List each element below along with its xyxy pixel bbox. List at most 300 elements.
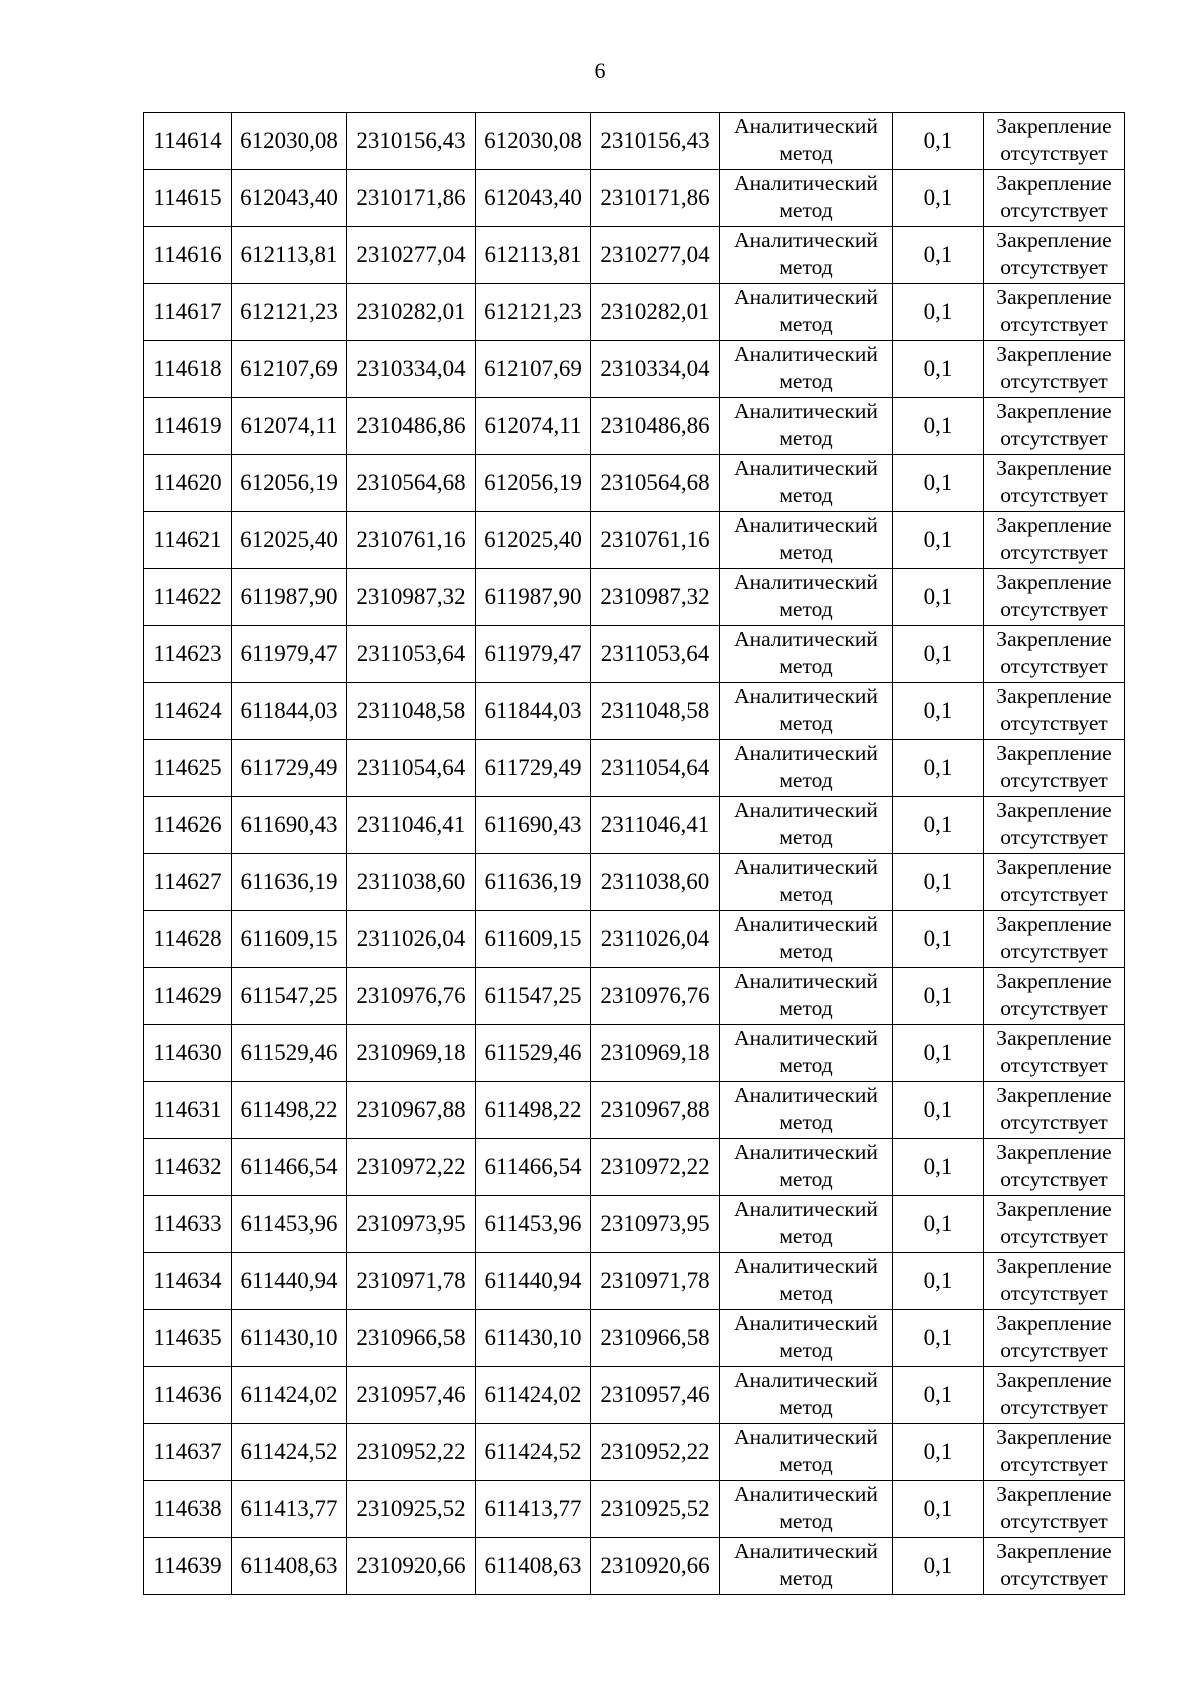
method-cell: [720, 1082, 893, 1139]
fixation-text: Закрепление: [996, 1140, 1112, 1164]
fixation-text: Закрепление: [996, 342, 1112, 366]
x-coordinate-cell: 611636,19: [232, 854, 347, 911]
table-row: [144, 512, 1125, 569]
table-row: [144, 227, 1125, 284]
accuracy-cell: 0,1: [893, 1025, 984, 1082]
method-text: метод: [779, 882, 833, 906]
x-coordinate-cell: 611408,63: [476, 1538, 591, 1595]
y-coordinate-cell: 2310920,66: [347, 1538, 476, 1595]
x-coordinate-cell: 612043,40: [476, 170, 591, 227]
y-coordinate-cell: 2310761,16: [591, 512, 720, 569]
point-number-cell: 114635: [144, 1310, 232, 1367]
point-number-cell: 114622: [144, 569, 232, 626]
fixation-text: отсутствует: [1000, 1281, 1108, 1305]
fixation-cell: [984, 569, 1125, 626]
method-text: метод: [779, 825, 833, 849]
y-coordinate-cell: 2310987,32: [591, 569, 720, 626]
method-text: метод: [779, 1167, 833, 1191]
method-text: метод: [779, 141, 833, 165]
fixation-cell: [984, 512, 1125, 569]
x-coordinate-cell: 611690,43: [476, 797, 591, 854]
fixation-cell: [984, 170, 1125, 227]
x-coordinate-cell: 611844,03: [232, 683, 347, 740]
accuracy-cell: 0,1: [893, 968, 984, 1025]
y-coordinate-cell: 2310969,18: [591, 1025, 720, 1082]
point-number-cell: 114626: [144, 797, 232, 854]
x-coordinate-cell: 611440,94: [232, 1253, 347, 1310]
y-coordinate-cell: 2310334,04: [591, 341, 720, 398]
fixation-text: отсутствует: [1000, 369, 1108, 393]
x-coordinate-cell: 611529,46: [232, 1025, 347, 1082]
accuracy-cell: 0,1: [893, 512, 984, 569]
table-row: [144, 626, 1125, 683]
method-text: метод: [779, 1338, 833, 1362]
x-coordinate-cell: 611498,22: [476, 1082, 591, 1139]
accuracy-cell: 0,1: [893, 227, 984, 284]
point-number-cell: 114616: [144, 227, 232, 284]
fixation-text: Закрепление: [996, 1197, 1112, 1221]
x-coordinate-cell: 611987,90: [476, 569, 591, 626]
method-text: метод: [779, 369, 833, 393]
x-coordinate-cell: 611466,54: [232, 1139, 347, 1196]
table-row: [144, 1538, 1125, 1595]
method-cell: [720, 398, 893, 455]
fixation-text: отсутствует: [1000, 1053, 1108, 1077]
accuracy-cell: 0,1: [893, 1481, 984, 1538]
point-number-cell: 114620: [144, 455, 232, 512]
fixation-text: отсутствует: [1000, 768, 1108, 792]
method-text: метод: [779, 996, 833, 1020]
fixation-text: Закрепление: [996, 570, 1112, 594]
y-coordinate-cell: 2310973,95: [591, 1196, 720, 1253]
method-cell: [720, 569, 893, 626]
accuracy-cell: 0,1: [893, 626, 984, 683]
method-text: метод: [779, 597, 833, 621]
x-coordinate-cell: 612056,19: [232, 455, 347, 512]
point-number-cell: 114638: [144, 1481, 232, 1538]
x-coordinate-cell: 611636,19: [476, 854, 591, 911]
method-cell: [720, 854, 893, 911]
fixation-text: отсутствует: [1000, 540, 1108, 564]
method-text: метод: [779, 1395, 833, 1419]
fixation-text: отсутствует: [1000, 825, 1108, 849]
fixation-cell: [984, 284, 1125, 341]
x-coordinate-cell: 611979,47: [476, 626, 591, 683]
point-number-cell: 114618: [144, 341, 232, 398]
table-row: [144, 1424, 1125, 1481]
method-cell: [720, 455, 893, 512]
method-text: метод: [779, 483, 833, 507]
y-coordinate-cell: 2311053,64: [347, 626, 476, 683]
y-coordinate-cell: 2310973,95: [347, 1196, 476, 1253]
point-number-cell: 114615: [144, 170, 232, 227]
accuracy-cell: 0,1: [893, 569, 984, 626]
x-coordinate-cell: 611979,47: [232, 626, 347, 683]
point-number-cell: 114634: [144, 1253, 232, 1310]
method-text: Аналитический: [734, 456, 878, 480]
table-row: [144, 455, 1125, 512]
method-cell: [720, 1424, 893, 1481]
fixation-text: Закрепление: [996, 456, 1112, 480]
x-coordinate-cell: 612056,19: [476, 455, 591, 512]
method-text: Аналитический: [734, 114, 878, 138]
table-row: [144, 113, 1125, 170]
point-number-cell: 114636: [144, 1367, 232, 1424]
y-coordinate-cell: 2310952,22: [591, 1424, 720, 1481]
table-row: [144, 398, 1125, 455]
x-coordinate-cell: 611424,02: [476, 1367, 591, 1424]
method-cell: [720, 968, 893, 1025]
x-coordinate-cell: 612107,69: [232, 341, 347, 398]
fixation-text: Закрепление: [996, 912, 1112, 936]
table-row: [144, 1367, 1125, 1424]
accuracy-cell: 0,1: [893, 1310, 984, 1367]
fixation-text: отсутствует: [1000, 198, 1108, 222]
method-text: Аналитический: [734, 969, 878, 993]
fixation-cell: [984, 1424, 1125, 1481]
method-text: метод: [779, 540, 833, 564]
table-row: [144, 1253, 1125, 1310]
method-cell: [720, 170, 893, 227]
fixation-text: отсутствует: [1000, 1338, 1108, 1362]
x-coordinate-cell: 612043,40: [232, 170, 347, 227]
fixation-text: отсутствует: [1000, 597, 1108, 621]
method-text: Аналитический: [734, 342, 878, 366]
y-coordinate-cell: 2310920,66: [591, 1538, 720, 1595]
method-text: Аналитический: [734, 1368, 878, 1392]
method-cell: [720, 1139, 893, 1196]
y-coordinate-cell: 2310976,76: [591, 968, 720, 1025]
method-text: Аналитический: [734, 228, 878, 252]
x-coordinate-cell: 612025,40: [476, 512, 591, 569]
y-coordinate-cell: 2310277,04: [347, 227, 476, 284]
y-coordinate-cell: 2310761,16: [347, 512, 476, 569]
y-coordinate-cell: 2310972,22: [591, 1139, 720, 1196]
accuracy-cell: 0,1: [893, 398, 984, 455]
accuracy-cell: 0,1: [893, 797, 984, 854]
method-cell: [720, 740, 893, 797]
point-number-cell: 114633: [144, 1196, 232, 1253]
fixation-cell: [984, 854, 1125, 911]
method-text: Аналитический: [734, 513, 878, 537]
table-row: [144, 854, 1125, 911]
method-cell: [720, 1025, 893, 1082]
x-coordinate-cell: 612107,69: [476, 341, 591, 398]
fixation-text: отсутствует: [1000, 312, 1108, 336]
y-coordinate-cell: 2311048,58: [347, 683, 476, 740]
fixation-cell: [984, 1196, 1125, 1253]
method-text: Аналитический: [734, 285, 878, 309]
method-text: метод: [779, 426, 833, 450]
method-text: Аналитический: [734, 1254, 878, 1278]
method-cell: [720, 797, 893, 854]
point-number-cell: 114631: [144, 1082, 232, 1139]
fixation-text: Закрепление: [996, 627, 1112, 651]
method-cell: [720, 1481, 893, 1538]
x-coordinate-cell: 611498,22: [232, 1082, 347, 1139]
fixation-text: Закрепление: [996, 741, 1112, 765]
fixation-cell: [984, 455, 1125, 512]
point-number-cell: 114621: [144, 512, 232, 569]
point-number-cell: 114629: [144, 968, 232, 1025]
fixation-cell: [984, 626, 1125, 683]
accuracy-cell: 0,1: [893, 1253, 984, 1310]
fixation-text: отсутствует: [1000, 654, 1108, 678]
y-coordinate-cell: 2310971,78: [347, 1253, 476, 1310]
fixation-text: Закрепление: [996, 684, 1112, 708]
fixation-text: отсутствует: [1000, 939, 1108, 963]
fixation-cell: [984, 911, 1125, 968]
y-coordinate-cell: 2310282,01: [347, 284, 476, 341]
fixation-cell: [984, 1538, 1125, 1595]
accuracy-cell: 0,1: [893, 341, 984, 398]
method-text: метод: [779, 711, 833, 735]
table-row: [144, 740, 1125, 797]
point-number-cell: 114627: [144, 854, 232, 911]
x-coordinate-cell: 611413,77: [476, 1481, 591, 1538]
x-coordinate-cell: 611547,25: [476, 968, 591, 1025]
table-row: [144, 1310, 1125, 1367]
method-cell: [720, 1310, 893, 1367]
y-coordinate-cell: 2310156,43: [591, 113, 720, 170]
method-text: Аналитический: [734, 1197, 878, 1221]
x-coordinate-cell: 612121,23: [476, 284, 591, 341]
method-text: Аналитический: [734, 627, 878, 651]
x-coordinate-cell: 611424,02: [232, 1367, 347, 1424]
y-coordinate-cell: 2310957,46: [347, 1367, 476, 1424]
method-text: метод: [779, 1566, 833, 1590]
x-coordinate-cell: 611844,03: [476, 683, 591, 740]
table-row: [144, 797, 1125, 854]
accuracy-cell: 0,1: [893, 1367, 984, 1424]
x-coordinate-cell: 612074,11: [232, 398, 347, 455]
x-coordinate-cell: 611430,10: [476, 1310, 591, 1367]
y-coordinate-cell: 2310969,18: [347, 1025, 476, 1082]
method-cell: [720, 1253, 893, 1310]
method-text: Аналитический: [734, 855, 878, 879]
method-text: метод: [779, 1110, 833, 1134]
table-row: [144, 1082, 1125, 1139]
x-coordinate-cell: 612030,08: [476, 113, 591, 170]
method-text: Аналитический: [734, 570, 878, 594]
x-coordinate-cell: 611729,49: [232, 740, 347, 797]
fixation-text: Закрепление: [996, 1026, 1112, 1050]
accuracy-cell: 0,1: [893, 1424, 984, 1481]
fixation-text: Закрепление: [996, 1254, 1112, 1278]
fixation-cell: [984, 968, 1125, 1025]
fixation-cell: [984, 683, 1125, 740]
y-coordinate-cell: 2310282,01: [591, 284, 720, 341]
accuracy-cell: 0,1: [893, 1538, 984, 1595]
fixation-text: отсутствует: [1000, 1110, 1108, 1134]
fixation-cell: [984, 1310, 1125, 1367]
method-text: метод: [779, 198, 833, 222]
method-text: метод: [779, 1053, 833, 1077]
fixation-text: отсутствует: [1000, 483, 1108, 507]
fixation-text: отсутствует: [1000, 1566, 1108, 1590]
y-coordinate-cell: 2311026,04: [347, 911, 476, 968]
x-coordinate-cell: 611690,43: [232, 797, 347, 854]
fixation-text: Закрепление: [996, 969, 1112, 993]
y-coordinate-cell: 2310156,43: [347, 113, 476, 170]
x-coordinate-cell: 612113,81: [476, 227, 591, 284]
x-coordinate-cell: 611424,52: [232, 1424, 347, 1481]
method-cell: [720, 512, 893, 569]
fixation-text: отсутствует: [1000, 1452, 1108, 1476]
fixation-text: отсутствует: [1000, 426, 1108, 450]
accuracy-cell: 0,1: [893, 854, 984, 911]
x-coordinate-cell: 611440,94: [476, 1253, 591, 1310]
y-coordinate-cell: 2311046,41: [591, 797, 720, 854]
fixation-cell: [984, 1367, 1125, 1424]
fixation-text: Закрепление: [996, 228, 1112, 252]
y-coordinate-cell: 2310976,76: [347, 968, 476, 1025]
fixation-text: отсутствует: [1000, 996, 1108, 1020]
y-coordinate-cell: 2310957,46: [591, 1367, 720, 1424]
fixation-cell: [984, 113, 1125, 170]
fixation-text: Закрепление: [996, 855, 1112, 879]
y-coordinate-cell: 2310966,58: [591, 1310, 720, 1367]
fixation-text: отсутствует: [1000, 141, 1108, 165]
method-text: Аналитический: [734, 1425, 878, 1449]
method-text: Аналитический: [734, 399, 878, 423]
fixation-text: Закрепление: [996, 513, 1112, 537]
x-coordinate-cell: 612025,40: [232, 512, 347, 569]
fixation-cell: [984, 797, 1125, 854]
method-text: Аналитический: [734, 1140, 878, 1164]
y-coordinate-cell: 2310966,58: [347, 1310, 476, 1367]
method-text: Аналитический: [734, 1539, 878, 1563]
fixation-text: Закрепление: [996, 399, 1112, 423]
accuracy-cell: 0,1: [893, 740, 984, 797]
x-coordinate-cell: 611466,54: [476, 1139, 591, 1196]
fixation-cell: [984, 1481, 1125, 1538]
accuracy-cell: 0,1: [893, 1082, 984, 1139]
fixation-cell: [984, 341, 1125, 398]
x-coordinate-cell: 611547,25: [232, 968, 347, 1025]
y-coordinate-cell: 2310277,04: [591, 227, 720, 284]
x-coordinate-cell: 612030,08: [232, 113, 347, 170]
accuracy-cell: 0,1: [893, 1196, 984, 1253]
fixation-text: Закрепление: [996, 1425, 1112, 1449]
fixation-cell: [984, 1082, 1125, 1139]
method-cell: [720, 1196, 893, 1253]
table-row: [144, 569, 1125, 626]
fixation-cell: [984, 1025, 1125, 1082]
table-row: [144, 1139, 1125, 1196]
fixation-text: Закрепление: [996, 1539, 1112, 1563]
y-coordinate-cell: 2311054,64: [591, 740, 720, 797]
y-coordinate-cell: 2311026,04: [591, 911, 720, 968]
y-coordinate-cell: 2310972,22: [347, 1139, 476, 1196]
method-text: Аналитический: [734, 684, 878, 708]
x-coordinate-cell: 611424,52: [476, 1424, 591, 1481]
fixation-text: отсутствует: [1000, 1395, 1108, 1419]
y-coordinate-cell: 2310971,78: [591, 1253, 720, 1310]
y-coordinate-cell: 2310967,88: [347, 1082, 476, 1139]
fixation-text: Закрепление: [996, 1311, 1112, 1335]
method-text: Аналитический: [734, 912, 878, 936]
method-text: метод: [779, 312, 833, 336]
y-coordinate-cell: 2310967,88: [591, 1082, 720, 1139]
x-coordinate-cell: 611413,77: [232, 1481, 347, 1538]
fixation-text: отсутствует: [1000, 1167, 1108, 1191]
fixation-text: Закрепление: [996, 1482, 1112, 1506]
coordinates-table: [143, 112, 1125, 1595]
accuracy-cell: 0,1: [893, 455, 984, 512]
fixation-cell: [984, 398, 1125, 455]
fixation-text: отсутствует: [1000, 1224, 1108, 1248]
point-number-cell: 114632: [144, 1139, 232, 1196]
table-row: [144, 1481, 1125, 1538]
method-text: Аналитический: [734, 171, 878, 195]
y-coordinate-cell: 2311053,64: [591, 626, 720, 683]
method-text: метод: [779, 1452, 833, 1476]
x-coordinate-cell: 611529,46: [476, 1025, 591, 1082]
table-row: [144, 911, 1125, 968]
method-text: Аналитический: [734, 741, 878, 765]
y-coordinate-cell: 2310987,32: [347, 569, 476, 626]
method-text: Аналитический: [734, 1311, 878, 1335]
table-row: [144, 1196, 1125, 1253]
method-text: метод: [779, 1509, 833, 1533]
accuracy-cell: 0,1: [893, 911, 984, 968]
y-coordinate-cell: 2311038,60: [591, 854, 720, 911]
y-coordinate-cell: 2310952,22: [347, 1424, 476, 1481]
method-text: Аналитический: [734, 1026, 878, 1050]
method-text: метод: [779, 255, 833, 279]
method-text: метод: [779, 768, 833, 792]
accuracy-cell: 0,1: [893, 113, 984, 170]
fixation-text: Закрепление: [996, 1083, 1112, 1107]
y-coordinate-cell: 2310334,04: [347, 341, 476, 398]
point-number-cell: 114617: [144, 284, 232, 341]
accuracy-cell: 0,1: [893, 284, 984, 341]
method-cell: [720, 341, 893, 398]
fixation-text: отсутствует: [1000, 882, 1108, 906]
fixation-cell: [984, 1139, 1125, 1196]
x-coordinate-cell: 612074,11: [476, 398, 591, 455]
fixation-text: отсутствует: [1000, 1509, 1108, 1533]
point-number-cell: 114619: [144, 398, 232, 455]
method-cell: [720, 1538, 893, 1595]
table-row: [144, 968, 1125, 1025]
y-coordinate-cell: 2310171,86: [591, 170, 720, 227]
page-number: 6: [594, 58, 606, 83]
method-text: Аналитический: [734, 1083, 878, 1107]
y-coordinate-cell: 2311038,60: [347, 854, 476, 911]
fixation-text: Закрепление: [996, 1368, 1112, 1392]
y-coordinate-cell: 2310564,68: [347, 455, 476, 512]
table-row: [144, 1025, 1125, 1082]
table-row: [144, 341, 1125, 398]
y-coordinate-cell: 2311054,64: [347, 740, 476, 797]
fixation-text: Закрепление: [996, 798, 1112, 822]
method-cell: [720, 911, 893, 968]
table-row: [144, 170, 1125, 227]
point-number-cell: 114614: [144, 113, 232, 170]
point-number-cell: 114630: [144, 1025, 232, 1082]
point-number-cell: 114624: [144, 683, 232, 740]
method-text: метод: [779, 654, 833, 678]
method-cell: [720, 1367, 893, 1424]
method-cell: [720, 626, 893, 683]
table-row: [144, 284, 1125, 341]
y-coordinate-cell: 2310925,52: [347, 1481, 476, 1538]
y-coordinate-cell: 2311048,58: [591, 683, 720, 740]
y-coordinate-cell: 2310564,68: [591, 455, 720, 512]
method-cell: [720, 227, 893, 284]
